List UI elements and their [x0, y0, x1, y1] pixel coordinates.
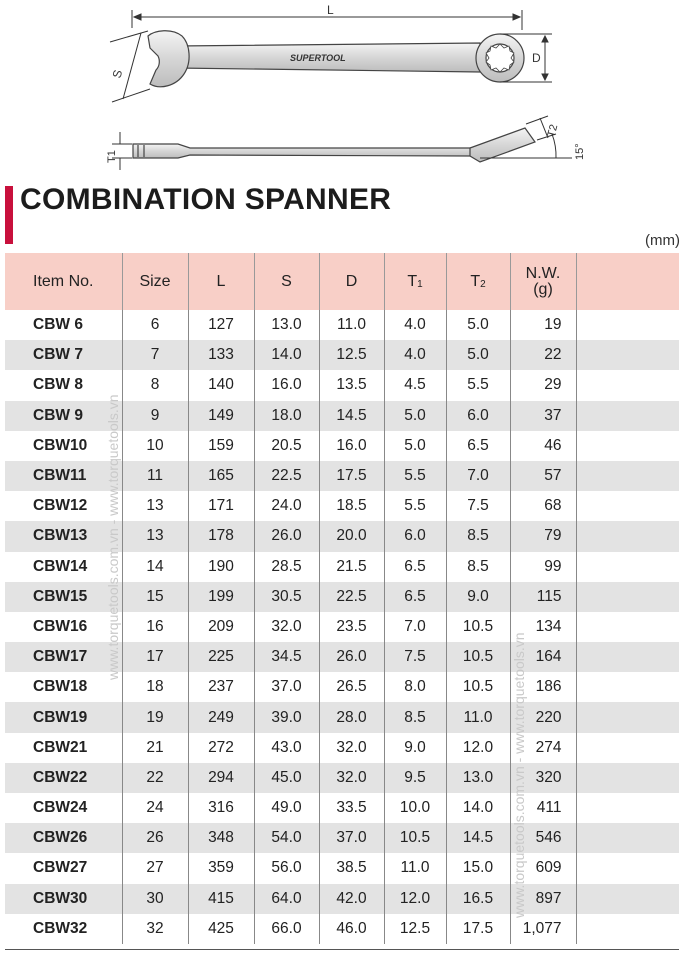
table-row	[5, 702, 679, 732]
header-blank	[576, 253, 679, 310]
cell-t2: 7.5	[446, 491, 510, 521]
cell-d: 28.0	[319, 702, 384, 732]
cell-size: 8	[122, 370, 188, 400]
cell-s: 54.0	[254, 823, 319, 853]
cell-t1: 9.5	[384, 763, 446, 793]
cell-item: CBW19	[5, 702, 122, 732]
cell-size: 26	[122, 823, 188, 853]
cell-nw: 99	[510, 552, 576, 582]
cell-d: 13.5	[319, 370, 384, 400]
dim-label-D: D	[532, 51, 541, 65]
cell-item: CBW 7	[5, 340, 122, 370]
cell-d: 18.5	[319, 491, 384, 521]
cell-d: 17.5	[319, 461, 384, 491]
cell-l: 237	[188, 672, 254, 702]
cell-l: 415	[188, 884, 254, 914]
cell-nw: 22	[510, 340, 576, 370]
cell-size: 19	[122, 702, 188, 732]
cell-t1: 8.5	[384, 702, 446, 732]
cell-s: 32.0	[254, 612, 319, 642]
cell-nw: 115	[510, 582, 576, 612]
cell-t1: 12.0	[384, 884, 446, 914]
cell-item: CBW22	[5, 763, 122, 793]
cell-size: 6	[122, 310, 188, 340]
cell-d: 42.0	[319, 884, 384, 914]
cell-nw: 164	[510, 642, 576, 672]
cell-t1: 12.5	[384, 914, 446, 944]
cell-s: 64.0	[254, 884, 319, 914]
cell-s: 37.0	[254, 672, 319, 702]
cell-nw: 274	[510, 733, 576, 763]
dim-label-T1: T1	[106, 150, 118, 163]
cell-item: CBW30	[5, 884, 122, 914]
cell-l: 425	[188, 914, 254, 944]
angle-label: 15°	[574, 143, 586, 160]
cell-t2: 10.5	[446, 612, 510, 642]
cell-s: 30.5	[254, 582, 319, 612]
cell-d: 11.0	[319, 310, 384, 340]
title-accent-bar	[5, 186, 13, 244]
dim-label-T2: T2	[545, 123, 561, 139]
cell-item: CBW 9	[5, 401, 122, 431]
table-row	[5, 884, 679, 914]
cell-item: CBW 6	[5, 310, 122, 340]
cell-s: 24.0	[254, 491, 319, 521]
cell-t2: 12.0	[446, 733, 510, 763]
cell-l: 249	[188, 702, 254, 732]
cell-size: 11	[122, 461, 188, 491]
cell-t1: 6.5	[384, 582, 446, 612]
cell-t1: 5.0	[384, 401, 446, 431]
cell-size: 18	[122, 672, 188, 702]
header-D: D	[319, 253, 384, 310]
cell-size: 24	[122, 793, 188, 823]
cell-nw: 546	[510, 823, 576, 853]
cell-item: CBW 8	[5, 370, 122, 400]
cell-s: 28.5	[254, 552, 319, 582]
cell-blank	[576, 310, 679, 340]
cell-s: 14.0	[254, 340, 319, 370]
header-T2: T2	[446, 253, 510, 310]
cell-l: 272	[188, 733, 254, 763]
cell-d: 12.5	[319, 340, 384, 370]
cell-blank	[576, 491, 679, 521]
cell-blank	[576, 401, 679, 431]
cell-blank	[576, 914, 679, 944]
cell-blank	[576, 672, 679, 702]
table-row	[5, 853, 679, 883]
cell-size: 13	[122, 491, 188, 521]
cell-l: 127	[188, 310, 254, 340]
dimension-S	[110, 31, 150, 102]
cell-blank	[576, 702, 679, 732]
cell-l: 140	[188, 370, 254, 400]
cell-t1: 8.0	[384, 672, 446, 702]
cell-s: 22.5	[254, 461, 319, 491]
cell-d: 26.0	[319, 642, 384, 672]
cell-t1: 6.5	[384, 552, 446, 582]
dim-label-L: L	[327, 3, 334, 17]
cell-nw: 29	[510, 370, 576, 400]
cell-size: 14	[122, 552, 188, 582]
cell-t1: 5.5	[384, 461, 446, 491]
cell-l: 209	[188, 612, 254, 642]
table-row	[5, 733, 679, 763]
cell-t2: 8.5	[446, 521, 510, 551]
cell-l: 171	[188, 491, 254, 521]
cell-d: 14.5	[319, 401, 384, 431]
table-row	[5, 914, 679, 944]
cell-l: 199	[188, 582, 254, 612]
cell-s: 49.0	[254, 793, 319, 823]
cell-size: 7	[122, 340, 188, 370]
cell-blank	[576, 853, 679, 883]
cell-s: 34.5	[254, 642, 319, 672]
cell-t2: 16.5	[446, 884, 510, 914]
cell-item: CBW18	[5, 672, 122, 702]
cell-nw: 411	[510, 793, 576, 823]
cell-l: 165	[188, 461, 254, 491]
cell-t2: 14.5	[446, 823, 510, 853]
cell-l: 159	[188, 431, 254, 461]
cell-t2: 17.5	[446, 914, 510, 944]
cell-l: 316	[188, 793, 254, 823]
cell-s: 26.0	[254, 521, 319, 551]
cell-s: 39.0	[254, 702, 319, 732]
cell-nw: 186	[510, 672, 576, 702]
header-L: L	[188, 253, 254, 310]
cell-t2: 14.0	[446, 793, 510, 823]
cell-nw: 320	[510, 763, 576, 793]
cell-d: 37.0	[319, 823, 384, 853]
cell-blank	[576, 461, 679, 491]
cell-nw: 134	[510, 612, 576, 642]
cell-item: CBW17	[5, 642, 122, 672]
cell-item: CBW15	[5, 582, 122, 612]
cell-item: CBW13	[5, 521, 122, 551]
cell-blank	[576, 793, 679, 823]
cell-l: 348	[188, 823, 254, 853]
cell-size: 15	[122, 582, 188, 612]
cell-d: 21.5	[319, 552, 384, 582]
cell-t1: 4.0	[384, 310, 446, 340]
cell-t2: 10.5	[446, 642, 510, 672]
cell-t1: 4.0	[384, 340, 446, 370]
cell-l: 294	[188, 763, 254, 793]
cell-nw: 19	[510, 310, 576, 340]
cell-t2: 5.5	[446, 370, 510, 400]
cell-s: 18.0	[254, 401, 319, 431]
cell-item: CBW12	[5, 491, 122, 521]
table-row	[5, 340, 679, 370]
cell-blank	[576, 642, 679, 672]
cell-l: 190	[188, 552, 254, 582]
cell-d: 46.0	[319, 914, 384, 944]
cell-l: 225	[188, 642, 254, 672]
cell-l: 133	[188, 340, 254, 370]
cell-item: CBW32	[5, 914, 122, 944]
cell-t2: 15.0	[446, 853, 510, 883]
header-nw: N.W. (g)	[510, 253, 576, 310]
cell-nw: 57	[510, 461, 576, 491]
cell-d: 33.5	[319, 793, 384, 823]
cell-size: 9	[122, 401, 188, 431]
cell-size: 22	[122, 763, 188, 793]
cell-item: CBW16	[5, 612, 122, 642]
cell-t1: 10.5	[384, 823, 446, 853]
cell-s: 56.0	[254, 853, 319, 883]
cell-t1: 5.0	[384, 431, 446, 461]
cell-nw: 79	[510, 521, 576, 551]
cell-d: 16.0	[319, 431, 384, 461]
cell-nw: 37	[510, 401, 576, 431]
cell-nw: 68	[510, 491, 576, 521]
cell-d: 38.5	[319, 853, 384, 883]
cell-t1: 4.5	[384, 370, 446, 400]
cell-l: 149	[188, 401, 254, 431]
cell-item: CBW11	[5, 461, 122, 491]
cell-t1: 6.0	[384, 521, 446, 551]
brand-logo: SUPERTOOL	[290, 53, 346, 63]
cell-blank	[576, 370, 679, 400]
cell-s: 20.5	[254, 431, 319, 461]
header-item: Item No.	[5, 253, 122, 310]
cell-nw: 609	[510, 853, 576, 883]
cell-blank	[576, 823, 679, 853]
cell-d: 32.0	[319, 763, 384, 793]
cell-item: CBW27	[5, 853, 122, 883]
cell-blank	[576, 552, 679, 582]
cell-s: 13.0	[254, 310, 319, 340]
cell-s: 66.0	[254, 914, 319, 944]
cell-t1: 10.0	[384, 793, 446, 823]
cell-d: 22.5	[319, 582, 384, 612]
spanner-side-view	[133, 128, 535, 162]
cell-size: 27	[122, 853, 188, 883]
cell-blank	[576, 884, 679, 914]
cell-blank	[576, 582, 679, 612]
dim-label-S: S	[109, 68, 126, 80]
cell-blank	[576, 612, 679, 642]
cell-size: 21	[122, 733, 188, 763]
cell-size: 13	[122, 521, 188, 551]
cell-t1: 9.0	[384, 733, 446, 763]
cell-s: 45.0	[254, 763, 319, 793]
cell-t1: 5.5	[384, 491, 446, 521]
cell-s: 43.0	[254, 733, 319, 763]
cell-t2: 8.5	[446, 552, 510, 582]
cell-nw: 46	[510, 431, 576, 461]
cell-t2: 5.0	[446, 340, 510, 370]
cell-nw: 1,077	[510, 914, 576, 944]
table-row	[5, 310, 679, 340]
cell-size: 10	[122, 431, 188, 461]
cell-blank	[576, 521, 679, 551]
cell-item: CBW14	[5, 552, 122, 582]
cell-nw: 897	[510, 884, 576, 914]
cell-d: 32.0	[319, 733, 384, 763]
cell-t2: 10.5	[446, 672, 510, 702]
cell-blank	[576, 340, 679, 370]
cell-blank	[576, 733, 679, 763]
table-row	[5, 793, 679, 823]
table-header-row	[5, 253, 679, 310]
cell-t2: 11.0	[446, 702, 510, 732]
cell-l: 359	[188, 853, 254, 883]
table-row	[5, 763, 679, 793]
table-row	[5, 823, 679, 853]
cell-item: CBW24	[5, 793, 122, 823]
cell-t2: 6.5	[446, 431, 510, 461]
cell-t2: 9.0	[446, 582, 510, 612]
table-bottom-line	[5, 949, 679, 950]
header-T1: T1	[384, 253, 446, 310]
cell-item: CBW10	[5, 431, 122, 461]
cell-item: CBW21	[5, 733, 122, 763]
cell-blank	[576, 763, 679, 793]
cell-size: 32	[122, 914, 188, 944]
header-S: S	[254, 253, 319, 310]
cell-item: CBW26	[5, 823, 122, 853]
cell-d: 20.0	[319, 521, 384, 551]
cell-d: 23.5	[319, 612, 384, 642]
page-title: COMBINATION SPANNER	[20, 183, 392, 216]
cell-size: 16	[122, 612, 188, 642]
cell-t1: 7.5	[384, 642, 446, 672]
cell-t2: 6.0	[446, 401, 510, 431]
cell-t1: 7.0	[384, 612, 446, 642]
cell-t2: 5.0	[446, 310, 510, 340]
watermark-right: www.torquetools.com.vn - www.torquetools.vn	[511, 632, 527, 918]
cell-d: 26.5	[319, 672, 384, 702]
spanner-diagram	[0, 0, 684, 180]
cell-blank	[576, 431, 679, 461]
cell-size: 17	[122, 642, 188, 672]
header-size: Size	[122, 253, 188, 310]
cell-nw: 220	[510, 702, 576, 732]
cell-s: 16.0	[254, 370, 319, 400]
cell-t1: 11.0	[384, 853, 446, 883]
watermark-left: www.torquetools.com.vn - www.torquetools.vn	[105, 394, 121, 680]
cell-size: 30	[122, 884, 188, 914]
unit-label: (mm)	[645, 232, 680, 249]
cell-t2: 7.0	[446, 461, 510, 491]
cell-t2: 13.0	[446, 763, 510, 793]
cell-l: 178	[188, 521, 254, 551]
